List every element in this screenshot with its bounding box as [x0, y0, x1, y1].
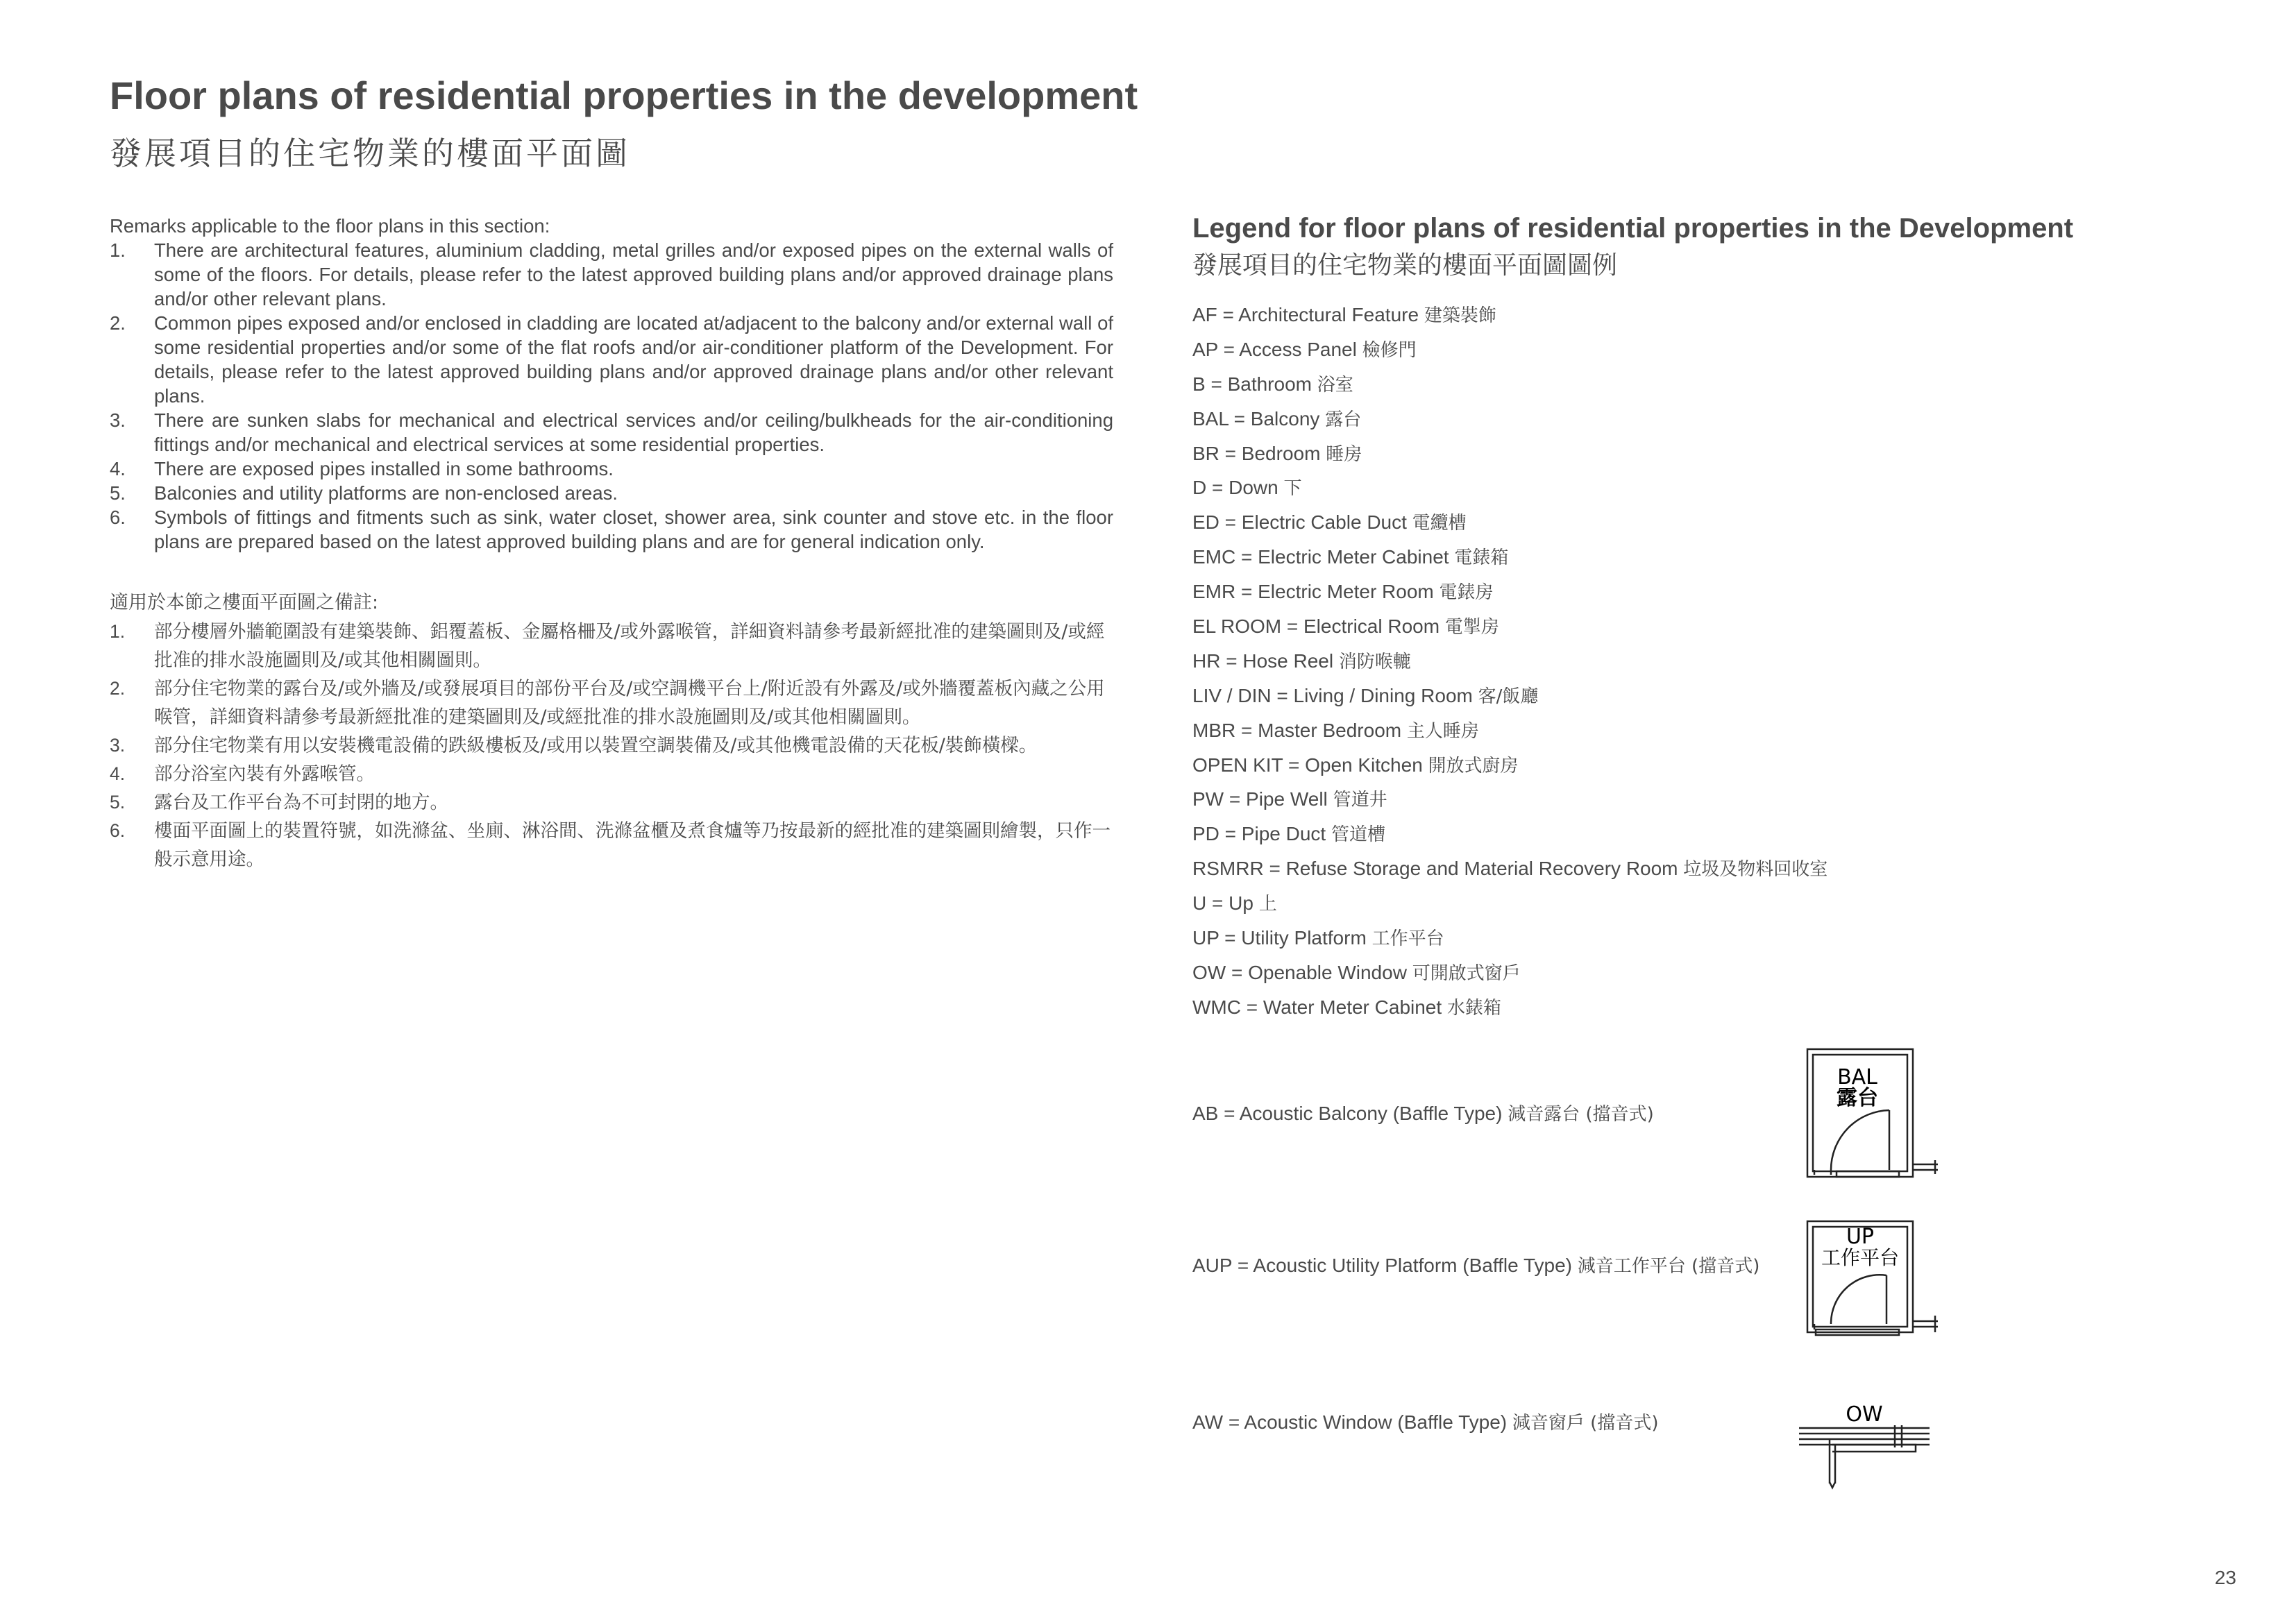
remark-text: 樓面平面圖上的裝置符號，如洗滌盆、坐廁、淋浴間、洗滌盆櫃及煮食爐等乃按最新的經批准的建築圖則繪製，只作一般示意用途。 — [154, 820, 1111, 870]
legend-item — [1192, 510, 1827, 545]
remark-number: 3. — [110, 735, 126, 756]
remark-text: 部分住宅物業的露台及/或外牆及/或發展項目的部份平台及/或空調機平台上/附近設有外露及/或外牆覆蓋板內藏之公用喉管，詳細資料請參考最新經批准的建築圖則及/或經批准的排水設施圖則及/或其他相關圖則。 — [154, 678, 1105, 728]
legend-title: Legend for floor plans of residential properties in the Development — [1192, 213, 2074, 244]
legend-term-chinese: 減音工作平台 (擋音式) — [1577, 1256, 1760, 1277]
legend-item — [1192, 718, 1827, 753]
remark-number: 6. — [110, 507, 126, 528]
legend-term: B = Bathroom — [1192, 373, 1312, 395]
legend-term: OW = Openable Window — [1192, 961, 1407, 983]
remark-number: 5. — [110, 792, 126, 813]
remarks-list — [110, 238, 1113, 554]
legend-term: AP = Access Panel — [1192, 338, 1357, 360]
remark-number: 4. — [110, 763, 126, 784]
legend-item — [1192, 303, 1827, 337]
legend-term-chinese: 可開啟式窗戶 — [1412, 962, 1521, 984]
legend-term: U = Up — [1192, 892, 1253, 915]
legend-item — [1192, 614, 1827, 649]
legend-symbol-label-acoustic-utility-platform — [1192, 1252, 1759, 1277]
legend-term-chinese: 工作平台 — [1371, 928, 1444, 950]
legend-term: BAL = Balcony — [1192, 407, 1320, 430]
legend-term: BR = Bedroom — [1192, 442, 1321, 464]
acoustic-balcony-symbol — [1802, 1046, 1941, 1185]
legend-item — [1192, 995, 1827, 1030]
legend-item — [1192, 960, 1827, 995]
legend-term: UP = Utility Platform — [1192, 927, 1367, 949]
legend-item — [1192, 753, 1827, 788]
symbol-label-en: UP — [1846, 1225, 1875, 1249]
legend-term: PD = Pipe Duct — [1192, 823, 1326, 845]
legend-term-chinese: 開放式廚房 — [1428, 755, 1519, 776]
remark-number: 6. — [110, 820, 126, 841]
legend-term: WMC = Water Meter Cabinet — [1192, 996, 1442, 1018]
remarks-list-chinese — [110, 618, 1113, 874]
page-number: 23 — [2214, 1567, 2236, 1588]
remark-item — [110, 817, 1113, 874]
remark-item — [110, 311, 1113, 408]
legend-term: AF = Architectural Feature — [1192, 304, 1419, 325]
legend-term: AUP = Acoustic Utility Platform (Baffle Type) — [1192, 1255, 1572, 1276]
legend-term-chinese: 減音窗戶 (擋音式) — [1512, 1413, 1659, 1434]
legend-term: OPEN KIT = Open Kitchen — [1192, 754, 1423, 776]
legend-term: LIV / DIN = Living / Dining Room — [1192, 684, 1473, 706]
legend-term-chinese: 下 — [1283, 478, 1302, 500]
legend-item — [1192, 856, 1827, 891]
remark-number: 4. — [110, 458, 126, 479]
remarks-heading-chinese: 適用於本節之樓面平面圖之備註: — [110, 592, 379, 613]
legend-item — [1192, 475, 1827, 510]
legend-term: D = Down — [1192, 477, 1278, 499]
legend-term-chinese: 檢修門 — [1362, 339, 1417, 361]
acoustic-utility-platform-symbol — [1802, 1220, 1941, 1338]
acoustic-balcony-icon — [1802, 1046, 1941, 1185]
remark-number: 5. — [110, 482, 126, 504]
legend-term-chinese: 減音露台 (擋音式) — [1508, 1104, 1654, 1125]
legend-term-chinese: 電錶房 — [1439, 582, 1494, 604]
legend-item — [1192, 337, 1827, 372]
legend-symbol-label-acoustic-window — [1192, 1409, 1658, 1434]
legend-term-chinese: 管道槽 — [1331, 824, 1385, 846]
remarks-chinese-section — [110, 590, 1113, 874]
remark-item — [110, 505, 1113, 554]
remark-text: 部分樓層外牆範圍設有建築裝飾、鋁覆蓋板、金屬格柵及/或外露喉管，詳細資料請參考最新經批准的建築圖則及/或經批准的排水設施圖則及/或其他相關圖則。 — [154, 621, 1105, 671]
legend-term: EMC = Electric Meter Cabinet — [1192, 546, 1449, 568]
legend-item — [1192, 787, 1827, 822]
remark-item — [110, 788, 1113, 817]
legend-term: AB = Acoustic Balcony (Baffle Type) — [1192, 1103, 1503, 1124]
page-title-chinese: 發展項目的住宅物業的樓面平面圖 — [110, 135, 630, 172]
acoustic-window-icon — [1798, 1400, 1936, 1490]
legend-term-chinese: 露台 — [1325, 409, 1362, 430]
legend-term-chinese: 建築裝飾 — [1424, 305, 1496, 326]
remark-text: There are sunken slabs for mechanical and electrical services and/or ceiling/bulkheads for the air-conditioning fittings and/or mechanical and electrical services at some residential properties. — [154, 409, 1113, 455]
page-title: Floor plans of residential properties in the development — [110, 74, 1138, 117]
legend-term-chinese: 客/飯廳 — [1478, 686, 1539, 707]
remark-number: 3. — [110, 409, 126, 431]
remark-text: 部分浴室內裝有外露喉管。 — [154, 763, 375, 785]
legend-term-chinese: 電錶箱 — [1454, 547, 1509, 569]
legend-term: HR = Hose Reel — [1192, 649, 1334, 672]
symbol-label-en: OW — [1846, 1402, 1883, 1427]
legend-term: AW = Acoustic Window (Baffle Type) — [1192, 1411, 1508, 1433]
legend-term-chinese: 浴室 — [1317, 374, 1353, 396]
legend-term: EMR = Electric Meter Room — [1192, 581, 1434, 603]
legend-term: ED = Electric Cable Duct — [1192, 511, 1407, 534]
remarks-section — [110, 214, 1113, 874]
remark-text: Symbols of fittings and fitments such as sink, water closet, shower area, sink counter and stove etc. in the floor plans are prepared based on the latest approved building plans and are for general indication only. — [154, 507, 1113, 552]
remark-item — [110, 481, 1113, 505]
remark-item — [110, 760, 1113, 788]
legend-term: EL ROOM = Electrical Room — [1192, 615, 1440, 638]
legend-term-chinese: 電掣房 — [1444, 617, 1499, 638]
remark-item — [110, 408, 1113, 457]
remark-text: Balconies and utility platforms are non-enclosed areas. — [154, 482, 618, 504]
acoustic-window-symbol — [1798, 1400, 1936, 1490]
acoustic-utility-platform-icon — [1802, 1220, 1941, 1338]
legend-term-chinese: 電纜槽 — [1412, 513, 1467, 534]
legend-term-chinese: 水錶箱 — [1446, 997, 1501, 1019]
remark-text: There are architectural features, aluminium cladding, metal grilles and/or exposed pipes on the external walls of some of the floors. For details, please refer to the latest approved building plans and/or approved drainage plans and/or other relevant plans. — [154, 239, 1113, 309]
remark-text: 部分住宅物業有用以安裝機電設備的跌級樓板及/或用以裝置空調裝備及/或其他機電設備的天花板/裝飾橫樑。 — [154, 735, 1038, 756]
legend-symbol-label-acoustic-balcony — [1192, 1100, 1654, 1125]
legend-term-chinese: 上 — [1258, 894, 1277, 915]
legend-term-chinese: 消防喉轆 — [1338, 651, 1411, 672]
remark-item — [110, 457, 1113, 481]
remark-item — [110, 618, 1113, 674]
remark-number: 1. — [110, 239, 126, 261]
legend-item — [1192, 683, 1827, 718]
remark-item — [110, 731, 1113, 760]
legend-term-chinese: 垃圾及物料回收室 — [1683, 859, 1828, 881]
remark-number: 2. — [110, 312, 126, 334]
legend-term-chinese: 主人睡房 — [1406, 720, 1479, 742]
legend-term-chinese: 睡房 — [1326, 443, 1362, 465]
legend-item — [1192, 407, 1827, 441]
symbol-label-zh: 露台 — [1837, 1086, 1878, 1110]
legend-term-chinese: 管道井 — [1333, 790, 1387, 811]
symbol-label-en: BAL — [1837, 1065, 1877, 1089]
remark-text: Common pipes exposed and/or enclosed in cladding are located at/adjacent to the balcony and/or external wall of some residential properties and/or some of the flat roofs and/or air-conditioner platform of the Development. For details, please refer to the latest approved building plans and/or approved drainage plans and/or other relevant plans. — [154, 312, 1113, 407]
remark-text: 露台及工作平台為不可封閉的地方。 — [154, 792, 448, 813]
remark-number: 2. — [110, 678, 126, 699]
legend-list — [1192, 303, 1827, 1030]
legend-item — [1192, 441, 1827, 476]
legend-title-chinese: 發展項目的住宅物業的樓面平面圖圖例 — [1192, 251, 1618, 280]
symbol-label-zh: 工作平台 — [1821, 1246, 1900, 1269]
legend-term: RSMRR = Refuse Storage and Material Recovery Room — [1192, 858, 1678, 880]
remark-item — [110, 674, 1113, 731]
remark-number: 1. — [110, 621, 126, 642]
legend-item — [1192, 822, 1827, 856]
legend-term: PW = Pipe Well — [1192, 788, 1328, 810]
legend-item — [1192, 891, 1827, 926]
remark-item — [110, 238, 1113, 311]
legend-item — [1192, 545, 1827, 579]
remarks-heading: Remarks applicable to the floor plans in this section: — [110, 215, 550, 237]
legend-item — [1192, 372, 1827, 407]
legend-item — [1192, 579, 1827, 614]
legend-item — [1192, 926, 1827, 960]
remark-text: There are exposed pipes installed in some bathrooms. — [154, 458, 614, 479]
legend-term: MBR = Master Bedroom — [1192, 719, 1402, 741]
legend-item — [1192, 649, 1827, 683]
